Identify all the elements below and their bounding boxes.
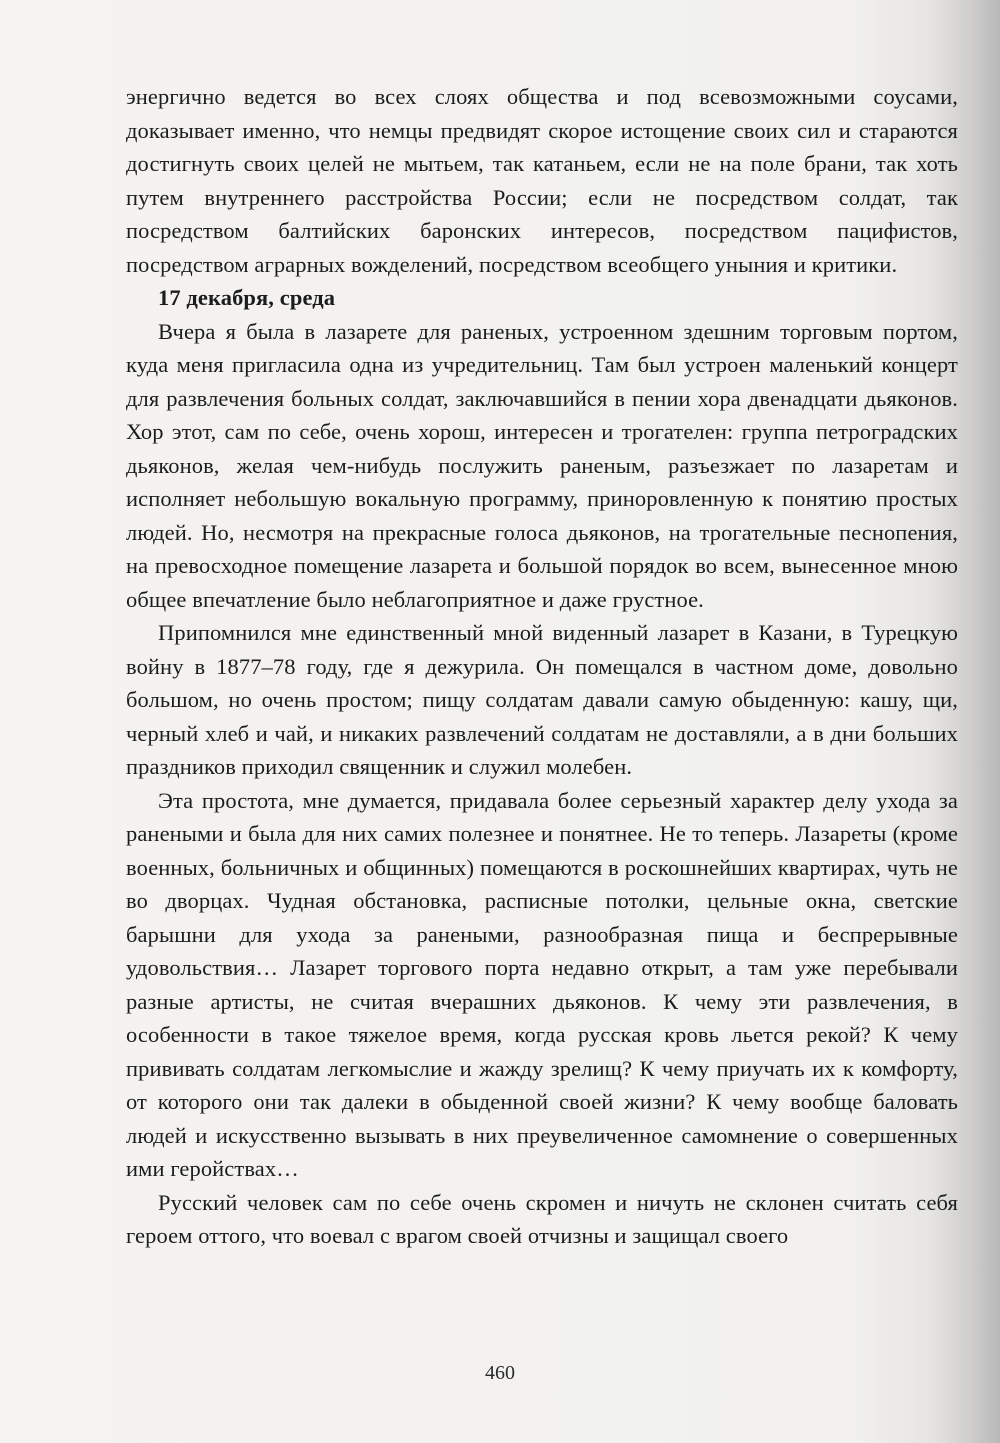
paragraph: Вчера я была в лазарете для раненых, устроенном здешним торговым портом, куда меня пригласила одна из учредительниц. Там был устроен маленький концерт для развлечения больных солдат, заключавшийся в пении хора двенадцати дьяконов. Хор этот, сам по себе, очень хорош, интересен и трогателен: группа петроградских дьяконов, желая чем-нибудь послужить раненым, разъезжает по лазаретам и исполняет небольшую вокальную программу, приноровленную к понятию простых людей. Но, несмотря на прекрасные голоса дьяконов, на трогательные песнопения, на превосходное помещение лазарета и большой порядок во всем, вынесенное мною общее впечатление было неблагоприятное и даже грустное. [126,318,958,612]
paragraph: Эта простота, мне думается, придавала более серьезный характер делу ухода за ранеными и была для них самих полезнее и понятнее. Не то теперь. Лазареты (кроме военных, больничных и общинных) помещаются в роскошнейших квартирах, чуть не во дворцах. Чудная обстановка, расписные потолки, цельные окна, светские барышни для ухода за ранеными, разнообразная пища и беспрерывные удовольствия… Лазарет торгового порта недавно открыт, а там уже перебывали разные артисты, не считая вчерашних дьяконов. К чему эти развлечения, в особенности в такое тяжелое время, когда русская кровь льется рекой? К чему прививать солдатам легкомыслие и жажду зрелищ? К чему приучать их к комфорту, от которого они так далеки в обыденной своей жизни? К чему вообще баловать людей и искусственно вызывать в них преувеличенное самомнение о совершенных ими геройствах… [126,787,958,1181]
paragraph-continuation: энергично ведется во всех слоях общества и под всевозможными соусами, доказывает именно, что немцы предвидят скорое истощение своих сил и стараются достигнуть своих целей не мытьем, так катаньем, если не на поле брани, так хоть путем внутреннего расстройства России; если не посредством солдат, так посредством балтийских баронских интересов, посредством пацифистов, посредством аграрных вожделений, посредством всеобщего уныния и критики. [126,84,958,277]
diary-date-heading: 17 декабря, среда [158,285,336,310]
page-number: 460 [485,1362,515,1384]
paragraph: Русский человек сам по себе очень скромен и ничуть не склонен считать себя героем оттого, что воевал с врагом своей отчизны и защищал своего [126,1189,958,1248]
page-text-block [126,80,958,1253]
paragraph: Припомнился мне единственный мной виденный лазарет в Казани, в Турецкую войну в 1877–78 году, где я дежурила. Он помещался в частном доме, довольно большом, но очень простом; пищу солдатам давали самую обыденную: кашу, щи, черный хлеб и чай, и никаких развлечений солдатам не доставляли, а в дни больших праздников приходил священник и служил молебен. [126,620,958,779]
